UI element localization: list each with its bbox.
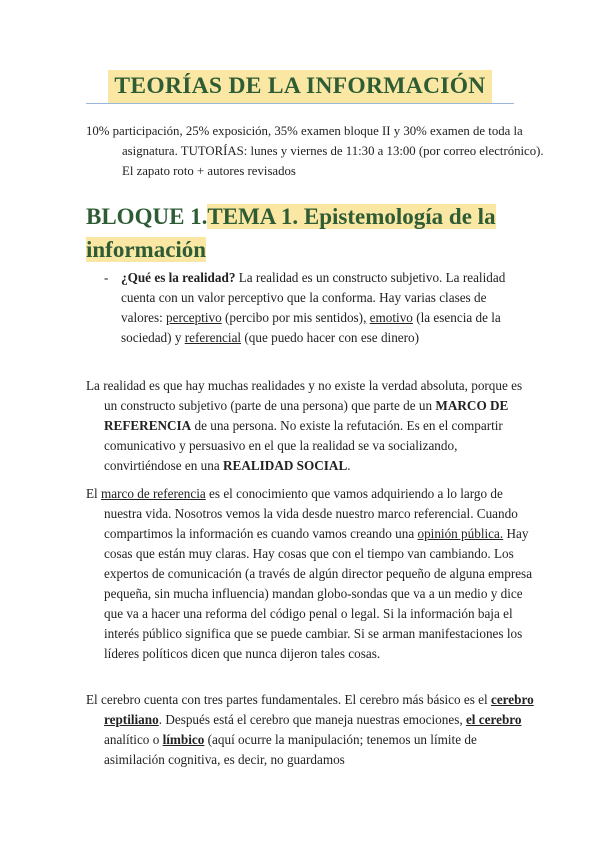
value-emotivo: emotivo bbox=[369, 310, 413, 325]
p3-text-4: (aquí ocurre la manipulación; tenemos un límite de asimilación cognitiva, es decir, no guardamos bbox=[104, 732, 477, 767]
bullet-text-3: (la esencia de la sociedad) y bbox=[121, 310, 501, 345]
title-block bbox=[86, 70, 514, 103]
list-item bbox=[104, 268, 516, 348]
p3-text-3: analítico o bbox=[104, 732, 163, 747]
realidad-social-term: REALIDAD SOCIAL bbox=[223, 458, 348, 473]
bullet-text bbox=[121, 268, 516, 348]
title-underline-rule bbox=[86, 103, 514, 104]
p1-text-1: La realidad es que hay muchas realidades y no existe la verdad absoluta, porque es un constructo subjetivo (parte de una persona) que parte de un bbox=[86, 378, 523, 413]
opinion-publica-underlined: opinión pública. bbox=[417, 526, 504, 541]
heading-topic-label: TEMA 1. Epistemología de la información bbox=[86, 204, 496, 262]
p3-text-1: El cerebro cuenta con tres partes fundamentales. El cerebro más básico es el bbox=[86, 692, 491, 707]
paragraph-cerebro bbox=[86, 690, 534, 770]
heading-block-label: BLOQUE 1. bbox=[86, 204, 208, 229]
value-perceptivo: perceptivo bbox=[166, 310, 222, 325]
page-title: TEORÍAS DE LA INFORMACIÓN bbox=[108, 70, 491, 103]
bullet-dash: - bbox=[104, 270, 109, 285]
paragraph-realidad bbox=[86, 376, 534, 476]
p2-text-2: es el conocimiento que vamos adquiriendo a lo largo de nuestra vida. Nosotros vemos la vida desde nuestro marco referencial. Cuando compartimos la información es cuando vamos creando una bbox=[104, 486, 518, 541]
value-referencial: referencial bbox=[184, 330, 242, 345]
bullet-text-1: La realidad es un constructo subjetivo. La realidad cuenta con un valor perceptivo que la conforma. Hay varias clases de valores: bbox=[121, 270, 506, 325]
section-heading bbox=[86, 200, 526, 266]
p3-text-2: . Después está el cerebro que maneja nuestras emociones, bbox=[158, 712, 466, 727]
p2-text-1: El bbox=[86, 486, 102, 501]
limbico-term: límbico bbox=[162, 732, 205, 747]
el-cerebro-term: el cerebro bbox=[465, 712, 522, 727]
p1-text-2: de una persona. No existe la refutación. Es en el compartir comunicativo y persuasivo en el que la realidad se va socializando, convirtiéndose en una bbox=[104, 418, 503, 473]
p1-text-3: . bbox=[347, 458, 351, 473]
bullet-text-4: (que puedo hacer con ese dinero) bbox=[241, 330, 420, 345]
p2-text-3: Hay cosas que están muy claras. Hay cosas que con el tiempo van cambiando. Los expertos de comunicación (a través de algún director pequeño de alguna empresa pequeña, sin mucha influencia) mandan globo-sondas que va a un medio y dice que va a hacer una reforma del código penal o legal. Si la información baja el interés público significa que se puede cambiar. Si se arman manifestaciones los líderes políticos dicen que nunca dijeron tales cosas. bbox=[104, 526, 533, 661]
intro-paragraph: 10% participación, 25% exposición, 35% examen bloque II y 30% examen de toda la asignatura. TUTORÍAS: lunes y viernes de 11:30 a 13:00 (por correo electrónico). El zapato roto + autores revisados bbox=[86, 124, 544, 178]
marco-referencia-underlined: marco de referencia bbox=[101, 486, 206, 501]
cerebro-reptiliano-term: cerebro reptiliano bbox=[104, 692, 534, 727]
bullet-text-2: (percibo por mis sentidos) bbox=[221, 310, 364, 325]
bullet-question: ¿Qué es la realidad? bbox=[121, 270, 236, 285]
marco-de-referencia-term: MARCO DE REFERENCIA bbox=[104, 398, 509, 433]
comma-mark: , bbox=[363, 310, 367, 325]
paragraph-marco-referencia bbox=[86, 484, 534, 664]
